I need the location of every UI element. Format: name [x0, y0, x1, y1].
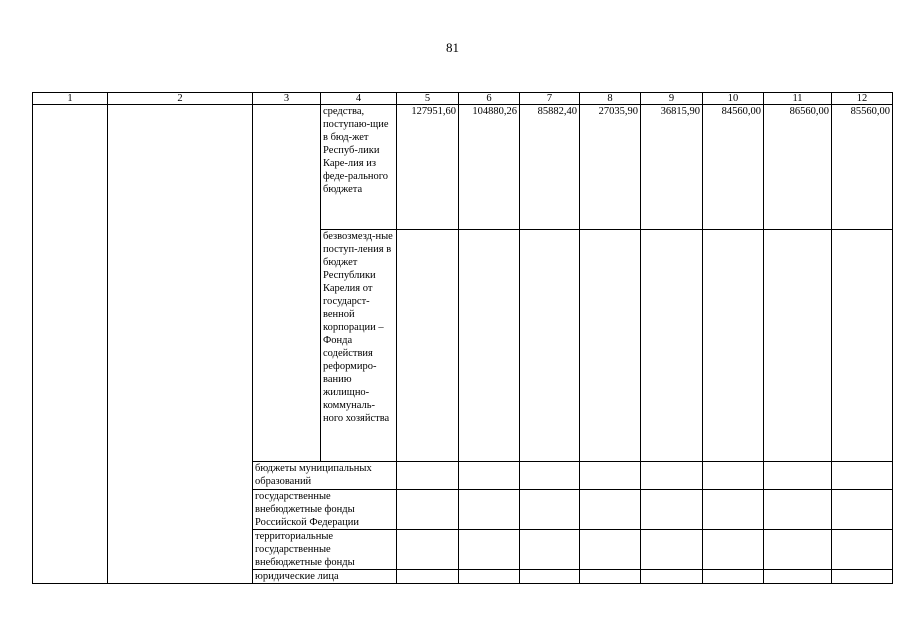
value-cell: [764, 230, 832, 462]
page-number: 81: [446, 40, 459, 55]
value-cell: [764, 490, 832, 530]
column-header: 9: [641, 93, 703, 105]
value-cell: [764, 462, 832, 490]
value-cell: [832, 462, 893, 490]
value-cell: [580, 570, 641, 584]
value-cell: [641, 230, 703, 462]
value-cell: [520, 530, 580, 570]
value-cell: [703, 530, 764, 570]
value-cell: [703, 230, 764, 462]
value-cell: [832, 490, 893, 530]
value-cell: 104880,26: [459, 105, 520, 230]
value-cell: [703, 490, 764, 530]
value-cell: 85560,00: [832, 105, 893, 230]
row-label-federal-budget: средства, поступаю-щие в бюд-жет Респуб-лики Каре-лия из феде-рального бюджета: [321, 105, 397, 230]
value-cell: [459, 530, 520, 570]
value-cell: [832, 530, 893, 570]
value-cell: [580, 490, 641, 530]
column-header: 4: [321, 93, 397, 105]
value-cell: [520, 230, 580, 462]
value-cell: [641, 530, 703, 570]
value-cell: [520, 490, 580, 530]
value-cell: 27035,90: [580, 105, 641, 230]
column-header: 3: [253, 93, 321, 105]
value-cell: [703, 570, 764, 584]
value-cell: [580, 530, 641, 570]
value-cell: [832, 230, 893, 462]
value-cell: [703, 462, 764, 490]
column-header: 8: [580, 93, 641, 105]
row-label-legal-entities: юридические лица: [253, 570, 397, 584]
column-header: 11: [764, 93, 832, 105]
value-cell: [641, 570, 703, 584]
row-label-housing-fund: безвозмезд-ные поступ-ления в бюджет Республики Карелия от государст-венной корпорации – Фонда содействия реформиро-ванию жилищно-коммуналь-ного хозяйства: [321, 230, 397, 462]
value-cell: 36815,90: [641, 105, 703, 230]
value-cell: 127951,60: [397, 105, 459, 230]
cell-empty: [108, 105, 253, 584]
value-cell: [580, 462, 641, 490]
value-cell: [764, 570, 832, 584]
column-header: 7: [520, 93, 580, 105]
value-cell: [520, 462, 580, 490]
value-cell: [397, 230, 459, 462]
value-cell: [459, 462, 520, 490]
value-cell: [397, 462, 459, 490]
value-cell: [459, 490, 520, 530]
column-header: 12: [832, 93, 893, 105]
value-cell: 85882,40: [520, 105, 580, 230]
value-cell: [641, 490, 703, 530]
value-cell: [397, 490, 459, 530]
column-header: 10: [703, 93, 764, 105]
value-cell: [580, 230, 641, 462]
value-cell: [764, 530, 832, 570]
row-label-territorial-funds: территориальные государственные внебюджетные фонды: [253, 530, 397, 570]
row-label-municipal-budgets: бюджеты муниципальных образований: [253, 462, 397, 490]
header-row: [33, 93, 893, 105]
column-header: 5: [397, 93, 459, 105]
value-cell: 84560,00: [703, 105, 764, 230]
value-cell: [520, 570, 580, 584]
value-cell: 86560,00: [764, 105, 832, 230]
column-header: 6: [459, 93, 520, 105]
value-cell: [459, 570, 520, 584]
budget-table: [32, 92, 893, 584]
table-row: [33, 105, 893, 230]
cell-empty: [253, 105, 321, 462]
cell-empty: [33, 105, 108, 584]
value-cell: [397, 570, 459, 584]
column-header: 1: [33, 93, 108, 105]
column-header: 2: [108, 93, 253, 105]
value-cell: [641, 462, 703, 490]
value-cell: [397, 530, 459, 570]
value-cell: [832, 570, 893, 584]
value-cell: [459, 230, 520, 462]
row-label-state-funds: государственные внебюджетные фонды Российской Федерации: [253, 490, 397, 530]
